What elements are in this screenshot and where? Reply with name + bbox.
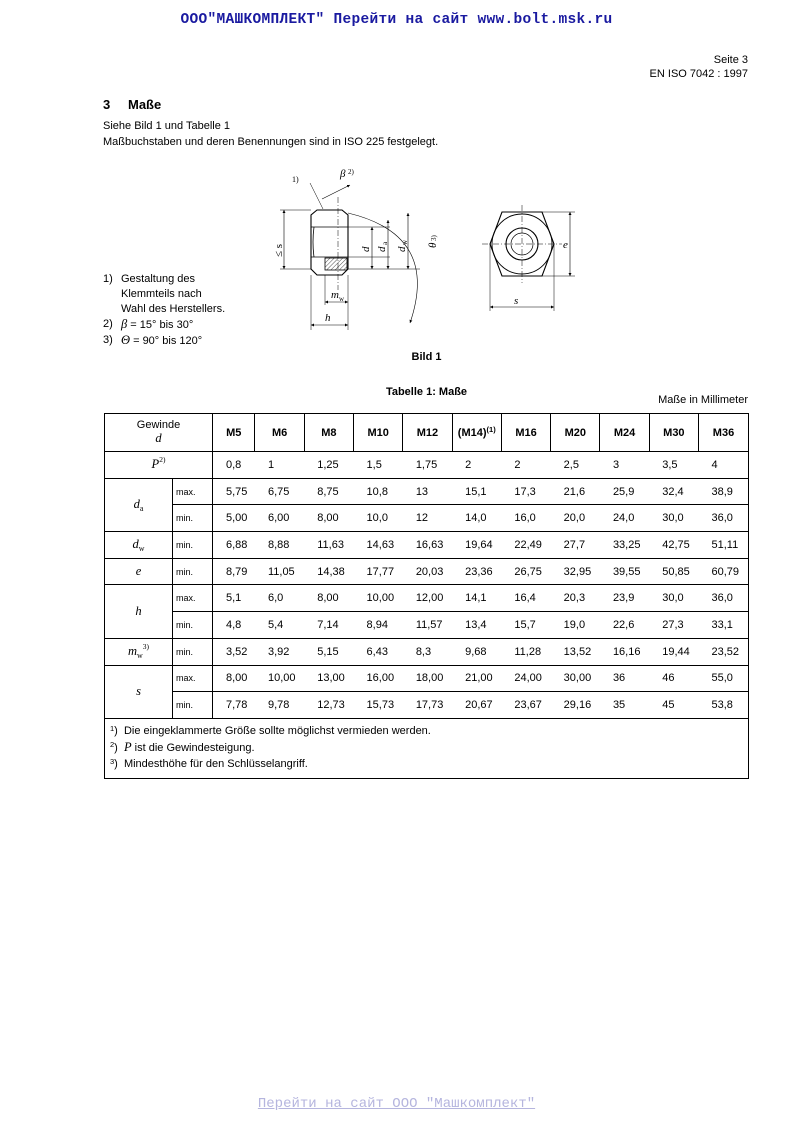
table-cell: 11,28 [501,638,550,665]
table-cell: 23,67 [501,692,550,719]
table-cell: 5,75 [213,478,255,505]
table-cell: 11,63 [304,532,353,559]
table-units: Maße in Millimeter [658,394,748,406]
table-cell: 45 [649,692,698,719]
row-label-P: $P^{2)}$ [105,452,213,479]
table-cell: 5,15 [304,638,353,665]
label-mw: m [331,289,339,301]
table-cell: 3,52 [213,638,255,665]
footnote-1: $^1$) Die eingeklammerte Größe sollte möglichst vermieden werden. [110,723,431,737]
table-cell: 8,75 [304,478,353,505]
label-da: d [376,246,388,252]
table-cell: 10,0 [354,505,403,532]
label-theta-ref: 3) [430,235,438,241]
table-cell: 15,7 [501,612,550,639]
table-cell: 14,0 [452,505,501,532]
row-label-e: e [105,558,173,585]
row-label-dw: $d_w$ [105,532,173,559]
table-cell: 27,7 [551,532,600,559]
table-cell: 22,49 [501,532,550,559]
table-cell: 3,5 [649,452,698,479]
table-cell: 19,64 [452,532,501,559]
page-number: Seite 3 [713,54,748,66]
section-number: 3 [103,97,111,112]
table-cell: 17,73 [403,692,452,719]
col-header: M16 [501,414,550,452]
thread-header: Gewinde d [105,414,213,452]
label-mw-sub: w [339,295,345,303]
table-cell: 24,0 [600,505,649,532]
table-cell: 4 [699,452,749,479]
table-cell: 50,85 [649,558,698,585]
table-cell: 12,00 [403,585,452,612]
table-cell: 27,3 [649,612,698,639]
col-header: M6 [255,414,304,452]
table-cell: 7,78 [213,692,255,719]
table-cell: 1 [255,452,304,479]
table-cell: 42,75 [649,532,698,559]
col-header-m14: $(M14)^{(1)}$ [452,414,501,452]
table-cell: 39,55 [600,558,649,585]
label-ref1: 1) [292,175,299,184]
table-cell: 17,3 [501,478,550,505]
table-cell: 16,0 [501,505,550,532]
label-dw: d [396,246,408,252]
table-cell: 32,4 [649,478,698,505]
table-cell: 9,78 [255,692,304,719]
table-cell: 23,9 [600,585,649,612]
table-cell: 8,88 [255,532,304,559]
col-header: M10 [354,414,403,452]
site-banner-link[interactable]: ООО"МАШКОМПЛЕКТ" Перейти на сайт www.bolt.msk.ru [180,12,613,28]
table-footnotes-row [105,718,749,778]
table-cell: 10,00 [255,665,304,692]
section-title: Maße [128,97,162,112]
table-cell: 23,52 [699,638,749,665]
table-cell: 3 [600,452,649,479]
table-cell: 8,94 [354,612,403,639]
table-cell: 2 [452,452,501,479]
table-cell: 20,67 [452,692,501,719]
table-cell: 20,03 [403,558,452,585]
table-cell: 20,0 [551,505,600,532]
table-cell: 13,4 [452,612,501,639]
table-cell: 60,79 [699,558,749,585]
table-cell: 12 [403,505,452,532]
table-cell: 5,00 [213,505,255,532]
table-cell: 30,0 [649,585,698,612]
label-dw-sub: w [401,239,409,245]
table-cell: 30,0 [649,505,698,532]
table-cell: 6,00 [255,505,304,532]
col-header: M5 [213,414,255,452]
section-intro [103,118,438,150]
label-theta: θ [427,242,439,248]
table-cell: 6,75 [255,478,304,505]
table-cell: 8,3 [403,638,452,665]
col-header: M30 [649,414,698,452]
table-cell: 35 [600,692,649,719]
figure-notes [103,272,225,349]
table-cell: 13 [403,478,452,505]
label-h: h [325,312,331,324]
row-P [105,452,749,479]
table-cell: 16,00 [354,665,403,692]
table-cell: 25,9 [600,478,649,505]
table-cell: 15,1 [452,478,501,505]
table-cell: 14,63 [354,532,403,559]
row-label-mw: $m_w^{3)}$ [105,638,173,665]
table-cell: 7,14 [304,612,353,639]
col-header: M24 [600,414,649,452]
table-cell: 1,75 [403,452,452,479]
table-cell: 6,43 [354,638,403,665]
table-cell: 55,0 [699,665,749,692]
dimensions-table [104,413,749,779]
table-cell: 19,0 [551,612,600,639]
col-header: M12 [403,414,452,452]
table-footnotes [105,718,749,778]
table-cell: 53,8 [699,692,749,719]
table-cell: 36 [600,665,649,692]
footnote-3: $^3$) Mindesthöhe für den Schlüsselangriff. [110,756,308,770]
table-cell: 14,38 [304,558,353,585]
note-1: 1) Gestaltung des Klemmteils nach Wahl des Herstellers. [103,273,226,315]
col-header: M36 [699,414,749,452]
table-cell: 8,00 [304,585,353,612]
table-cell: 19,44 [649,638,698,665]
nut-top-view [482,205,575,311]
standard-id: EN ISO 7042 : 1997 [649,68,748,80]
table-cell: 8,00 [304,505,353,532]
col-header: M8 [304,414,353,452]
table-cell: 4,8 [213,612,255,639]
table-cell: 18,00 [403,665,452,692]
table-cell: 16,16 [600,638,649,665]
table-cell: 30,00 [551,665,600,692]
table-cell: 9,68 [452,638,501,665]
table-cell: 33,25 [600,532,649,559]
table-cell: 26,75 [501,558,550,585]
row-h-min: min. 4,8 5,4 7,14 8,94 11,57 13,4 15,7 19,0 22,6 27,3 33,1 [105,612,749,639]
table-cell: 29,16 [551,692,600,719]
section-heading [103,97,161,112]
footnote-2: $^2$) P ist die Gewindesteigung. [110,739,255,754]
label-d: d [360,246,372,252]
table-cell: 17,77 [354,558,403,585]
table-cell: 10,00 [354,585,403,612]
page-reference [650,53,748,81]
row-label-s: s [105,665,173,718]
table-cell: 46 [649,665,698,692]
table-cell: 6,0 [255,585,304,612]
table-cell: 11,05 [255,558,304,585]
table-cell: 8,79 [213,558,255,585]
nut-technical-drawing [270,165,600,335]
table-cell: 36,0 [699,505,749,532]
table-cell: 11,57 [403,612,452,639]
row-h-max: h max. 5,1 6,0 8,00 10,00 12,00 14,1 16,4 20,3 23,9 30,0 36,0 [105,585,749,612]
intro-line-2: Maßbuchstaben und deren Benennungen sind in ISO 225 festgelegt. [103,136,439,148]
table-cell: 2,5 [551,452,600,479]
table-cell: 24,00 [501,665,550,692]
table-cell: 0,8 [213,452,255,479]
label-s: s [514,295,519,307]
table-cell: 1,5 [354,452,403,479]
table-cell: 1,25 [304,452,353,479]
table-cell: 13,52 [551,638,600,665]
table-cell: 51,11 [699,532,749,559]
table-cell: 5,4 [255,612,304,639]
table-cell: 20,3 [551,585,600,612]
note-3: 3) Θ = 90° bis 120° [103,333,203,347]
table-caption: Tabelle 1: Maße [385,386,468,398]
row-label-da: $d_a$ [105,478,173,531]
table-cell: 13,00 [304,665,353,692]
note-2: 2) β = 15° bis 30° [103,317,194,331]
table-cell: 10,8 [354,478,403,505]
row-s-min: min. 7,78 9,78 12,73 15,73 17,73 20,67 23,67 29,16 35 45 53,8 [105,692,749,719]
row-dw-min: $d_w$ min. 6,88 8,88 11,63 14,63 16,63 19,64 22,49 27,7 33,25 42,75 51,11 [105,532,749,559]
row-e-min: e min. 8,79 11,05 14,38 17,77 20,03 23,36 26,75 32,95 39,55 50,85 60,79 [105,558,749,585]
label-e: e [563,239,568,251]
table-cell: 33,1 [699,612,749,639]
table-cell: 32,95 [551,558,600,585]
col-header: M20 [551,414,600,452]
table-cell: 15,73 [354,692,403,719]
intro-line-1: Siehe Bild 1 und Tabelle 1 [103,120,231,132]
table-cell: 2 [501,452,550,479]
table-cell: 36,0 [699,585,749,612]
table-cell: 16,4 [501,585,550,612]
row-da-max: $d_a$ max. 5,75 6,75 8,75 10,8 13 15,1 17,3 21,6 25,9 32,4 38,9 [105,478,749,505]
label-da-sub: a [381,241,389,245]
table-cell: 8,00 [213,665,255,692]
footer-site-link[interactable]: Перейти на сайт ООО "Машкомплект" [257,1096,536,1112]
table-cell: 5,1 [213,585,255,612]
table-cell: 16,63 [403,532,452,559]
table-cell: 12,73 [304,692,353,719]
table-header-row [105,414,749,452]
row-mw-min: $m_w^{3)}$ min. 3,52 3,92 5,15 6,43 8,3 9,68 11,28 13,52 16,16 19,44 23,52 [105,638,749,665]
table-cell: 21,6 [551,478,600,505]
row-da-min: min. 5,00 6,00 8,00 10,0 12 14,0 16,0 20,0 24,0 30,0 36,0 [105,505,749,532]
table-cell: 14,1 [452,585,501,612]
label-beta-ref: 2) [348,168,354,176]
table-cell: 3,92 [255,638,304,665]
table-cell: 23,36 [452,558,501,585]
table-cell: 21,00 [452,665,501,692]
label-beta: β [340,168,346,180]
label-s-side: ≤ s [273,243,285,257]
table-cell: 6,88 [213,532,255,559]
table-cell: 22,6 [600,612,649,639]
table-cell: 38,9 [699,478,749,505]
row-s-max: s max. 8,00 10,00 13,00 16,00 18,00 21,00 24,00 30,00 36 46 55,0 [105,665,749,692]
row-label-h: h [105,585,173,638]
figure-caption: Bild 1 [411,351,442,363]
nut-side-view [280,183,420,330]
